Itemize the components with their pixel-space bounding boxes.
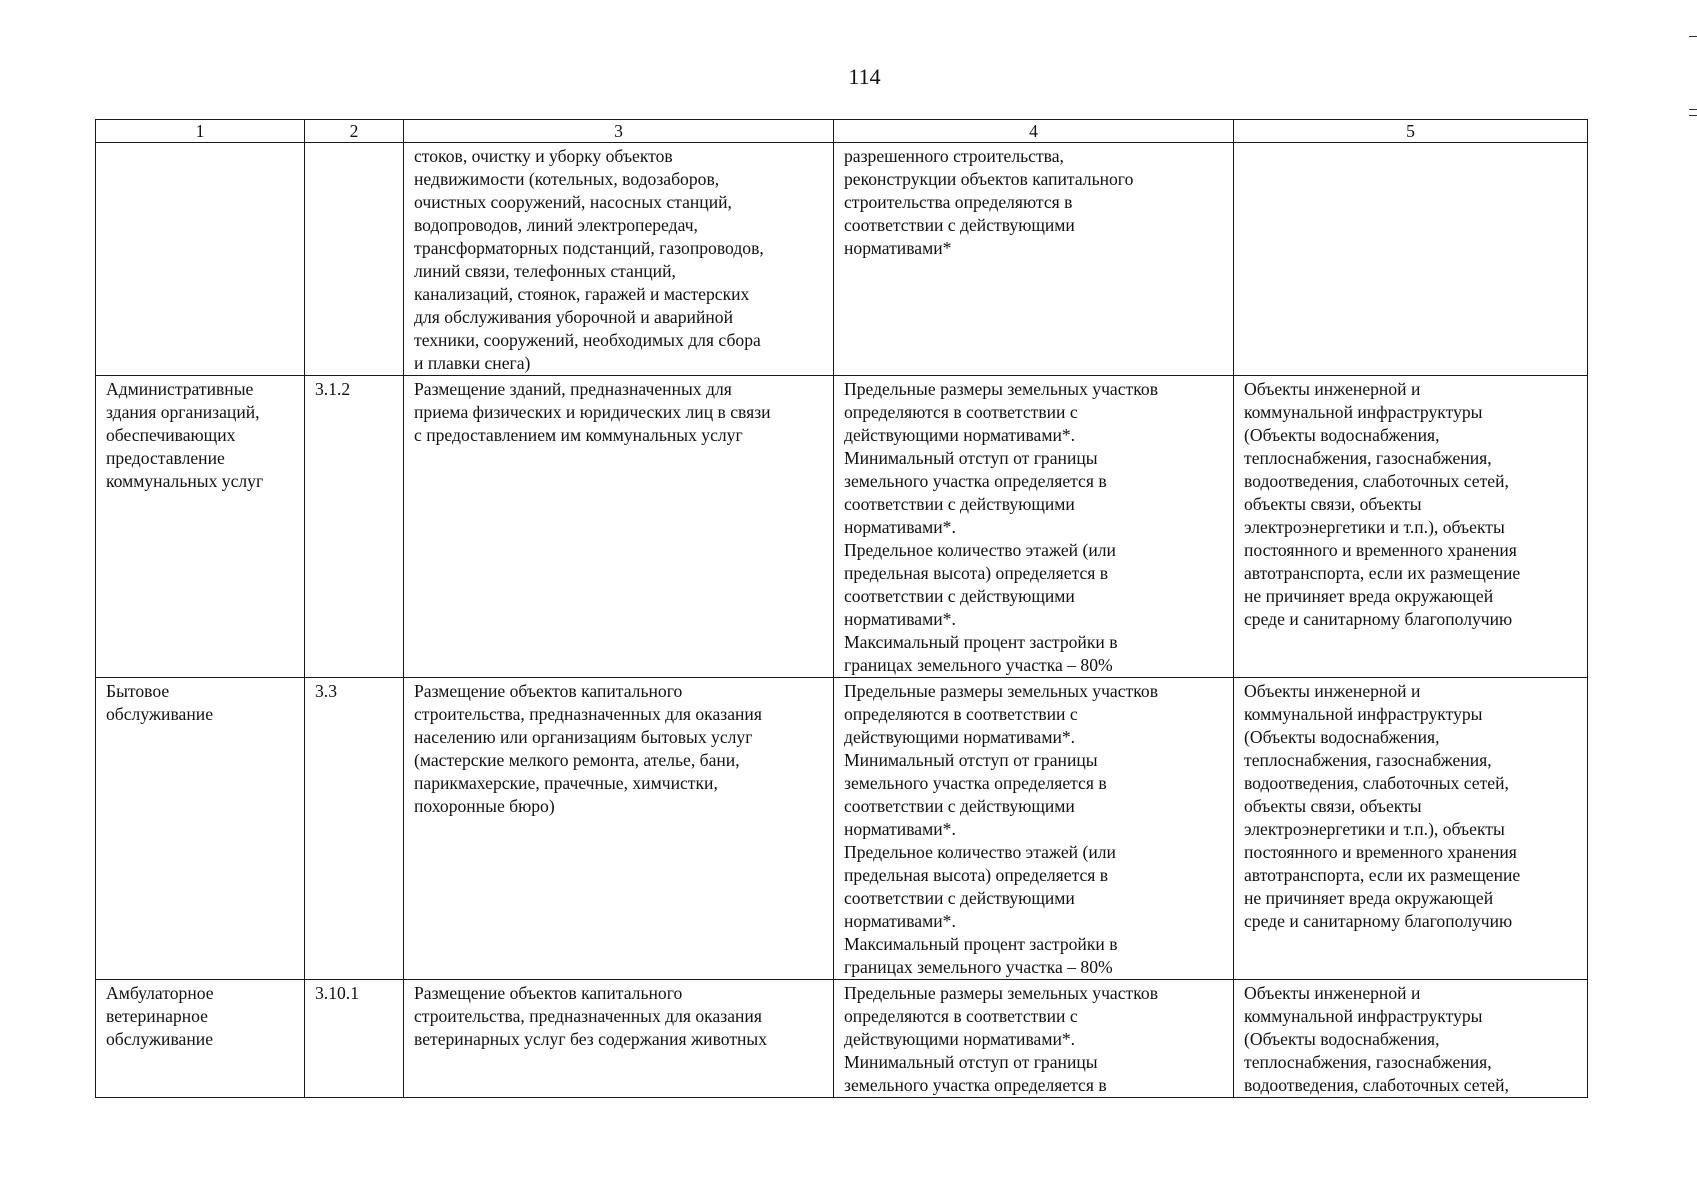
- zoning-table: [95, 119, 1587, 1098]
- column-header: 3: [404, 120, 834, 143]
- cell-use-name: Административные здания организаций, обеспечивающих предоставление коммунальных услуг: [96, 376, 305, 678]
- cell-use-code: 3.3: [305, 678, 404, 980]
- table-header-row: [96, 120, 1588, 143]
- cell-parameters: Предельные размеры земельных участков определяются в соответствии с действующими нормативами*. Минимальный отступ от границы земельного участка определяется в: [834, 980, 1234, 1098]
- cell-use-description: Размещение зданий, предназначенных для приема физических и юридических лиц в связи с предоставлением им коммунальных услуг: [404, 376, 834, 678]
- scan-edge-mark: [1689, 115, 1697, 116]
- scan-edge-mark: [1689, 109, 1697, 110]
- cell-parameters: Предельные размеры земельных участков определяются в соответствии с действующими нормативами*. Минимальный отступ от границы земельного участка определяется в соответствии с действующими нормативами*. Предельное количество этажей (или предельная высота) определяется в соответствии с действующими нормативами*. Максимальный процент застройки в границах земельного участка – 80%: [834, 376, 1234, 678]
- column-header: 1: [96, 120, 305, 143]
- cell-auxiliary-uses: Объекты инженерной и коммунальной инфраструктуры (Объекты водоснабжения, теплоснабжения, газоснабжения, водоотведения, слаботочных сетей,: [1234, 980, 1588, 1098]
- page-number: 114: [848, 64, 881, 89]
- cell-use-name: Амбулаторное ветеринарное обслуживание: [96, 980, 305, 1098]
- cell-use-description: стоков, очистку и уборку объектов недвижимости (котельных, водозаборов, очистных сооружений, насосных станций, водопроводов, линий электропередач, трансформаторных подстанций, газопроводов, линий связи, телефонных станций, канализаций, стоянок, гаражей и мастерских для обслуживания уборочной и аварийной техники, сооружений, необходимых для сбора и плавки снега): [404, 143, 834, 376]
- cell-parameters: разрешенного строительства, реконструкции объектов капитального строительства определяются в соответствии с действующими нормативами*: [834, 143, 1234, 376]
- cell-use-code: 3.10.1: [305, 980, 404, 1098]
- scan-edge-mark: [1689, 36, 1697, 37]
- column-header: 5: [1234, 120, 1588, 143]
- column-header: 2: [305, 120, 404, 143]
- cell-auxiliary-uses: [1234, 143, 1588, 376]
- cell-auxiliary-uses: Объекты инженерной и коммунальной инфраструктуры (Объекты водоснабжения, теплоснабжения, газоснабжения, водоотведения, слаботочных сетей, объекты связи, объекты электроэнергетики и т.п.), объекты постоянного и временного хранения автотранспорта, если их размещение не причиняет вреда окружающей среде и санитарному благополучию: [1234, 678, 1588, 980]
- table-row: [96, 376, 1588, 678]
- table-row-continuation: [96, 143, 1588, 376]
- column-header: 4: [834, 120, 1234, 143]
- cell-use-code: [305, 143, 404, 376]
- cell-use-name: Бытовое обслуживание: [96, 678, 305, 980]
- cell-use-code: 3.1.2: [305, 376, 404, 678]
- cell-parameters: Предельные размеры земельных участков определяются в соответствии с действующими нормативами*. Минимальный отступ от границы земельного участка определяется в соответствии с действующими нормативами*. Предельное количество этажей (или предельная высота) определяется в соответствии с действующими нормативами*. Максимальный процент застройки в границах земельного участка – 80%: [834, 678, 1234, 980]
- table-row: [96, 980, 1588, 1098]
- cell-auxiliary-uses: Объекты инженерной и коммунальной инфраструктуры (Объекты водоснабжения, теплоснабжения, газоснабжения, водоотведения, слаботочных сетей, объекты связи, объекты электроэнергетики и т.п.), объекты постоянного и временного хранения автотранспорта, если их размещение не причиняет вреда окружающей среде и санитарному благополучию: [1234, 376, 1588, 678]
- cell-use-description: Размещение объектов капитального строительства, предназначенных для оказания населению или организациям бытовых услуг (мастерские мелкого ремонта, ателье, бани, парикмахерские, прачечные, химчистки, похоронные бюро): [404, 678, 834, 980]
- table-row: [96, 678, 1588, 980]
- cell-use-description: Размещение объектов капитального строительства, предназначенных для оказания ветеринарных услуг без содержания животных: [404, 980, 834, 1098]
- cell-use-name: [96, 143, 305, 376]
